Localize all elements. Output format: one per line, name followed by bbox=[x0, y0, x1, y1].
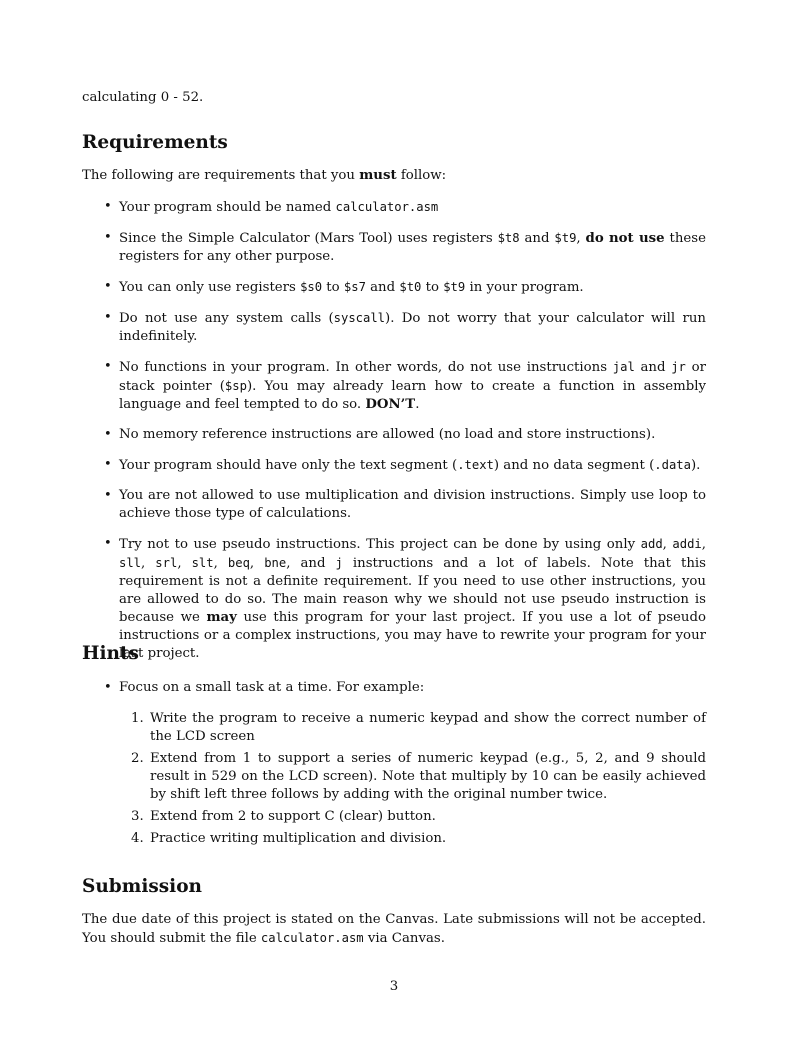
req-text: , bbox=[177, 556, 192, 571]
req-code: syscall bbox=[333, 311, 386, 325]
req-text: , bbox=[249, 556, 265, 571]
req-text: , and bbox=[286, 556, 336, 571]
req-text: , bbox=[662, 537, 673, 552]
requirement-item bbox=[82, 535, 706, 663]
req-code: bne bbox=[264, 556, 287, 570]
req-code: srl bbox=[155, 556, 178, 570]
req-text: ). You may already learn how to create a function in assembly language and feel tempted to do so. bbox=[119, 379, 706, 412]
req-text: Since the Simple Calculator (Mars Tool) uses registers bbox=[119, 231, 498, 246]
step-number: 4. bbox=[131, 831, 144, 846]
hint-steps bbox=[82, 710, 706, 852]
req-code: .text bbox=[457, 458, 494, 472]
req-emphasis: do not use bbox=[585, 231, 665, 246]
req-text: to bbox=[421, 280, 444, 295]
req-code: jal bbox=[612, 360, 635, 374]
step-text: Write the program to receive a numeric keypad and show the correct number of the LCD screen bbox=[150, 711, 706, 744]
req-code: calculator.asm bbox=[335, 200, 439, 214]
req-text: , bbox=[701, 537, 706, 552]
requirement-item bbox=[82, 487, 706, 523]
hint-step bbox=[82, 750, 706, 804]
hint-step bbox=[82, 710, 706, 746]
req-code: slt bbox=[191, 556, 214, 570]
submission-heading: Submission bbox=[82, 876, 202, 897]
req-code: sll bbox=[119, 556, 142, 570]
req-text: ) and no data segment ( bbox=[493, 458, 655, 473]
requirement-item bbox=[82, 198, 706, 217]
hints-list bbox=[82, 679, 706, 697]
step-number: 3. bbox=[131, 809, 144, 824]
req-code: add bbox=[640, 537, 663, 551]
req-text: , bbox=[576, 231, 586, 246]
hints-heading: Hints bbox=[82, 643, 139, 664]
step-number: 1. bbox=[131, 711, 144, 726]
requirement-item bbox=[82, 426, 706, 444]
requirements-heading: Requirements bbox=[82, 132, 228, 153]
req-text: , bbox=[141, 556, 156, 571]
hint-item bbox=[82, 679, 706, 697]
requirement-item bbox=[82, 229, 706, 266]
req-code: $t0 bbox=[399, 280, 422, 294]
req-code: $t9 bbox=[554, 231, 577, 245]
req-text: and bbox=[634, 360, 672, 375]
requirement-item bbox=[82, 278, 706, 297]
requirements-intro-text: The following are requirements that you bbox=[82, 168, 360, 183]
req-text: No functions in your program. In other words, do not use instructions bbox=[119, 360, 613, 375]
req-code: $s0 bbox=[300, 280, 323, 294]
step-text: Extend from 1 to support a series of numeric keypad (e.g., 5, 2, and 9 should result in 529 on the LCD screen). Note that multiply by 10 can be easily achieved by shift left three follows by adding with the original number twice. bbox=[150, 751, 706, 802]
bullet-icon: • bbox=[104, 488, 112, 503]
req-text: or stack pointer ( bbox=[119, 360, 706, 394]
req-code: $s7 bbox=[343, 280, 366, 294]
req-text: No memory reference instructions are allowed (no load and store instructions). bbox=[119, 427, 656, 442]
step-text: Practice writing multiplication and division. bbox=[150, 831, 447, 846]
req-text: to bbox=[322, 280, 344, 295]
req-text: ). bbox=[690, 458, 701, 473]
req-text: in your program. bbox=[465, 280, 584, 295]
req-text: Your program should be named bbox=[119, 200, 336, 215]
requirement-item bbox=[82, 358, 706, 414]
req-text: Your program should have only the text segment ( bbox=[119, 458, 458, 473]
req-code: $sp bbox=[224, 379, 247, 393]
req-code: $t8 bbox=[497, 231, 520, 245]
page-number: 3 bbox=[389, 979, 399, 994]
req-text: You are not allowed to use multiplication and division instructions. Simply use loop to achieve those type of calculations. bbox=[119, 488, 706, 521]
req-text: , bbox=[213, 556, 228, 571]
req-code: jr bbox=[671, 360, 686, 374]
req-text: and bbox=[365, 280, 400, 295]
req-text: use this program for your last project. If you use a lot of pseudo instructions or a complex instructions, you may have to rewrite your program for your last project. bbox=[119, 610, 706, 661]
req-emphasis: may bbox=[206, 610, 237, 625]
intro-fragment: calculating 0 - 52. bbox=[82, 90, 204, 105]
req-text: ). Do not worry that your calculator will run indefinitely. bbox=[119, 311, 706, 344]
req-text: these registers for any other purpose. bbox=[119, 231, 706, 264]
req-text: and bbox=[519, 231, 555, 246]
submission-text-end: via Canvas. bbox=[363, 931, 445, 946]
requirement-item bbox=[82, 309, 706, 346]
req-text: You can only use registers bbox=[119, 280, 301, 295]
req-code: beq bbox=[227, 556, 250, 570]
req-code: j bbox=[335, 556, 343, 570]
bullet-icon: • bbox=[104, 536, 112, 551]
submission-text: The due date of this project is stated on the Canvas. Late submissions will not be accepted. You should submit the file bbox=[82, 912, 706, 946]
bullet-icon: • bbox=[104, 680, 112, 695]
submission-code: calculator.asm bbox=[260, 931, 364, 945]
step-number: 2. bbox=[131, 751, 144, 766]
hint-text: Focus on a small task at a time. For example: bbox=[119, 680, 425, 695]
req-text: . bbox=[415, 397, 420, 412]
bullet-icon: • bbox=[104, 427, 112, 442]
bullet-icon: • bbox=[104, 310, 112, 325]
requirement-item bbox=[82, 456, 706, 475]
req-code: addi bbox=[672, 537, 702, 551]
req-code: .data bbox=[654, 458, 691, 472]
hint-step bbox=[82, 830, 706, 848]
requirements-intro bbox=[82, 167, 446, 185]
submission-paragraph bbox=[82, 911, 706, 948]
step-text: Extend from 2 to support C (clear) button. bbox=[150, 809, 436, 824]
req-emphasis: DON’T bbox=[365, 397, 416, 412]
hint-step bbox=[82, 808, 706, 826]
req-code: $t9 bbox=[443, 280, 466, 294]
req-text: Try not to use pseudo instructions. This project can be done by using only bbox=[119, 537, 641, 552]
bullet-icon: • bbox=[104, 230, 112, 245]
bullet-icon: • bbox=[104, 279, 112, 294]
requirements-intro-emphasis: must bbox=[359, 168, 397, 183]
req-text: Do not use any system calls ( bbox=[119, 311, 334, 326]
bullet-icon: • bbox=[104, 359, 112, 374]
req-text: instructions and a lot of labels. Note that this requirement is not a definite requirement. If you need to use other instructions, you are allowed to do so. The main reason why we should not use pseudo instruction is because we bbox=[119, 556, 706, 625]
bullet-icon: • bbox=[104, 199, 112, 214]
bullet-icon: • bbox=[104, 457, 112, 472]
requirements-list bbox=[82, 198, 706, 675]
requirements-intro-text-end: follow: bbox=[396, 168, 447, 183]
